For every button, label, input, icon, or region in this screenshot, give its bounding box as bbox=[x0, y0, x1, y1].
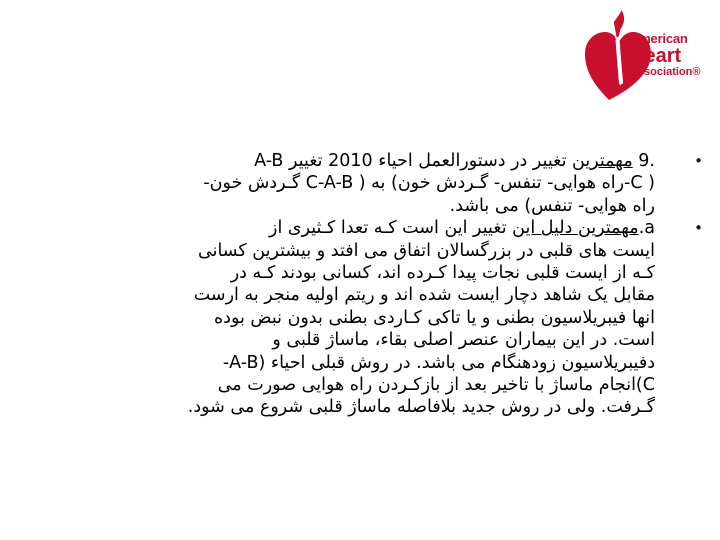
logo-line-3: Association® bbox=[630, 66, 701, 78]
text-line: ( C-راه هوایی- تنفس- گـردش خون) به ( C-A-B گـردش خون- bbox=[203, 173, 655, 194]
text-line: a.مهمترین دلیل این تغییر این است کـه تعدا کـثیری از bbox=[269, 218, 655, 239]
bullet-item-1 bbox=[55, 150, 703, 217]
text-line: مقابل یک شاهد دچار ایست شده اند و ریتم اولیه منجر به ارست bbox=[193, 285, 655, 306]
torch-icon bbox=[613, 8, 625, 38]
text-line: دفیبریلاسیون زودهنگام می باشد. در روش قبلی احیاء (A-B- bbox=[222, 352, 655, 373]
bullet-item-2 bbox=[55, 217, 703, 419]
underlined-phrase: مهمترین دلیل این bbox=[512, 218, 639, 239]
text-line: .9 مهمترین تغییر در دستورالعمل احیاء 2010 تغییر A-B bbox=[254, 151, 655, 171]
bullet-marker: • bbox=[694, 152, 703, 170]
slide-body bbox=[55, 150, 703, 419]
logo-line-1: American bbox=[630, 31, 688, 46]
text-line: راه هوایی- تنفس) می باشد. bbox=[449, 195, 655, 216]
text-line: است. در این بیماران عنصر اصلی بقاء، ماساژ قلبی و bbox=[272, 330, 655, 351]
bullet-marker: • bbox=[694, 219, 703, 238]
underlined-phrase: مهمترین bbox=[572, 151, 633, 171]
logo-wordmark bbox=[630, 32, 720, 78]
text-line: C)انجام ماساژ با تاخیر بعد از بازکـردن راه هوایی صورت می bbox=[217, 375, 655, 396]
text-line: کـه از ایست قلبی نجات پیدا کـرده اند، کسانی بودند کـه در bbox=[230, 263, 655, 284]
logo-line-2: Heart bbox=[630, 45, 682, 67]
text-line: گـرفت. ولی در روش جدید بلافاصله ماساژ قلبی شروع می شود. bbox=[187, 397, 655, 418]
text-line: ایست های قلبی در بزرگسالان اتفاق می افتد و بیشترین کسانی bbox=[198, 240, 655, 261]
text-line: انها فیبریلاسیون بطنی و یا تاکی کـاردی بطنی بدون نبض بوده bbox=[213, 307, 655, 328]
